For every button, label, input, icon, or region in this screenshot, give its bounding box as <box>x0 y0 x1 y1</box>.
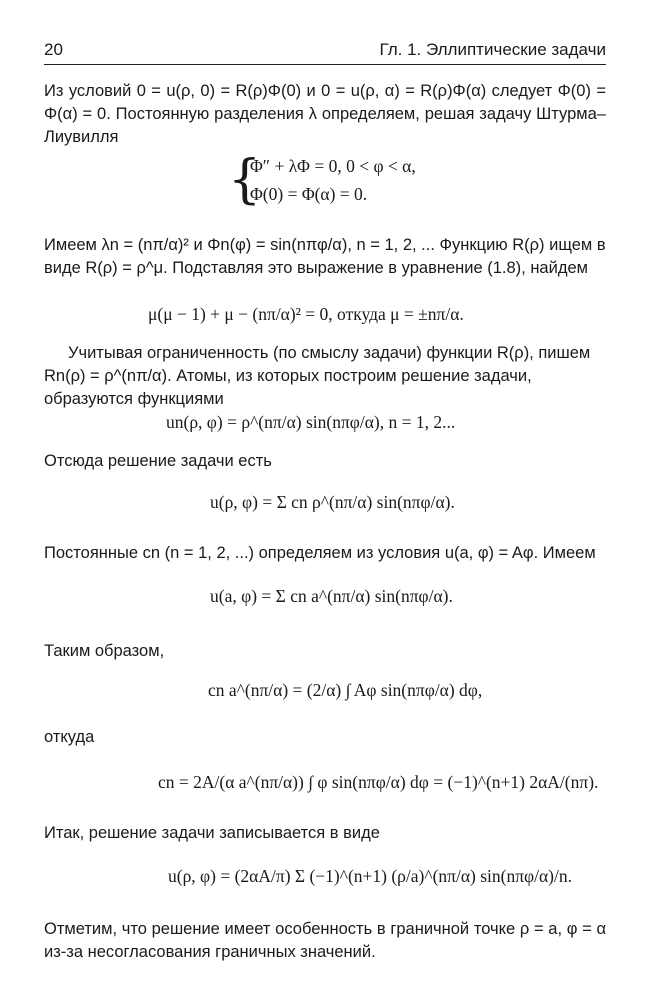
page-number: 20 <box>44 40 63 59</box>
paragraph-solution-intro: Отсюда решение задачи есть <box>44 452 272 470</box>
paragraph-conditions: Из условий 0 = u(ρ, 0) = R(ρ)Φ(0) и 0 = u(ρ, α) = R(ρ)Φ(α) следует Φ(0) = Φ(α) = 0. Постоянную разделения λ определяем, решая задачу Штурма–Лиувилля <box>44 82 606 146</box>
paragraph-singularity: Отметим, что решение имеет особенность в граничной точке ρ = a, φ = α из-за несогласования граничных значений. <box>44 920 606 961</box>
equation-coefficient-integral: cn a^(nπ/α) = (2/α) ∫ Aφ sin(nπφ/α) dφ, <box>208 680 483 700</box>
paragraph-whence: откуда <box>44 728 95 746</box>
equation-atoms: un(ρ, φ) = ρ^(nπ/α) sin(nπφ/α), n = 1, 2... <box>166 412 456 432</box>
paragraph-thus: Таким образом, <box>44 642 165 660</box>
paragraph-final-intro: Итак, решение задачи записывается в виде <box>44 824 380 842</box>
sturm-boundary: Φ(0) = Φ(α) = 0. <box>250 184 368 204</box>
equation-final-solution: u(ρ, φ) = (2αA/π) Σ (−1)^(n+1) (ρ/a)^(nπ/α) sin(nπφ/α)/n. <box>168 866 572 886</box>
sturm-equation: Φ″ + λΦ = 0, 0 < φ < α, <box>250 156 416 176</box>
equation-boundary-series: u(a, φ) = Σ cn a^(nπ/α) sin(nπφ/α). <box>210 586 453 606</box>
equation-coefficient-value: cn = 2A/(α a^(nπ/α)) ∫ φ sin(nπφ/α) dφ = (−1)^(n+1) 2αA/(nπ). <box>158 772 599 792</box>
equation-series-solution: u(ρ, φ) = Σ cn ρ^(nπ/α) sin(nπφ/α). <box>210 492 455 512</box>
equation-mu: μ(μ − 1) + μ − (nπ/α)² = 0, откуда μ = ±nπ/α. <box>148 304 464 324</box>
system-brace: { <box>228 150 262 210</box>
paragraph-eigen: Имеем λn = (nπ/α)² и Φn(φ) = sin(nπφ/α), n = 1, 2, ... Функцию R(ρ) ищем в виде R(ρ) = ρ^μ. Подставляя это выражение в уравнение (1.8), найдем <box>44 236 606 277</box>
chapter-title: Гл. 1. Эллиптические задачи <box>379 40 606 59</box>
running-header <box>44 36 606 65</box>
paragraph-constants: Постоянные cn (n = 1, 2, ...) определяем из условия u(a, φ) = Aφ. Имеем <box>44 544 596 562</box>
paragraph-boundedness: Учитывая ограниченность (по смыслу задачи) функции R(ρ), пишем Rn(ρ) = ρ^(nπ/α). Атомы, из которых построим решение задачи, образуются функциями <box>44 344 591 408</box>
